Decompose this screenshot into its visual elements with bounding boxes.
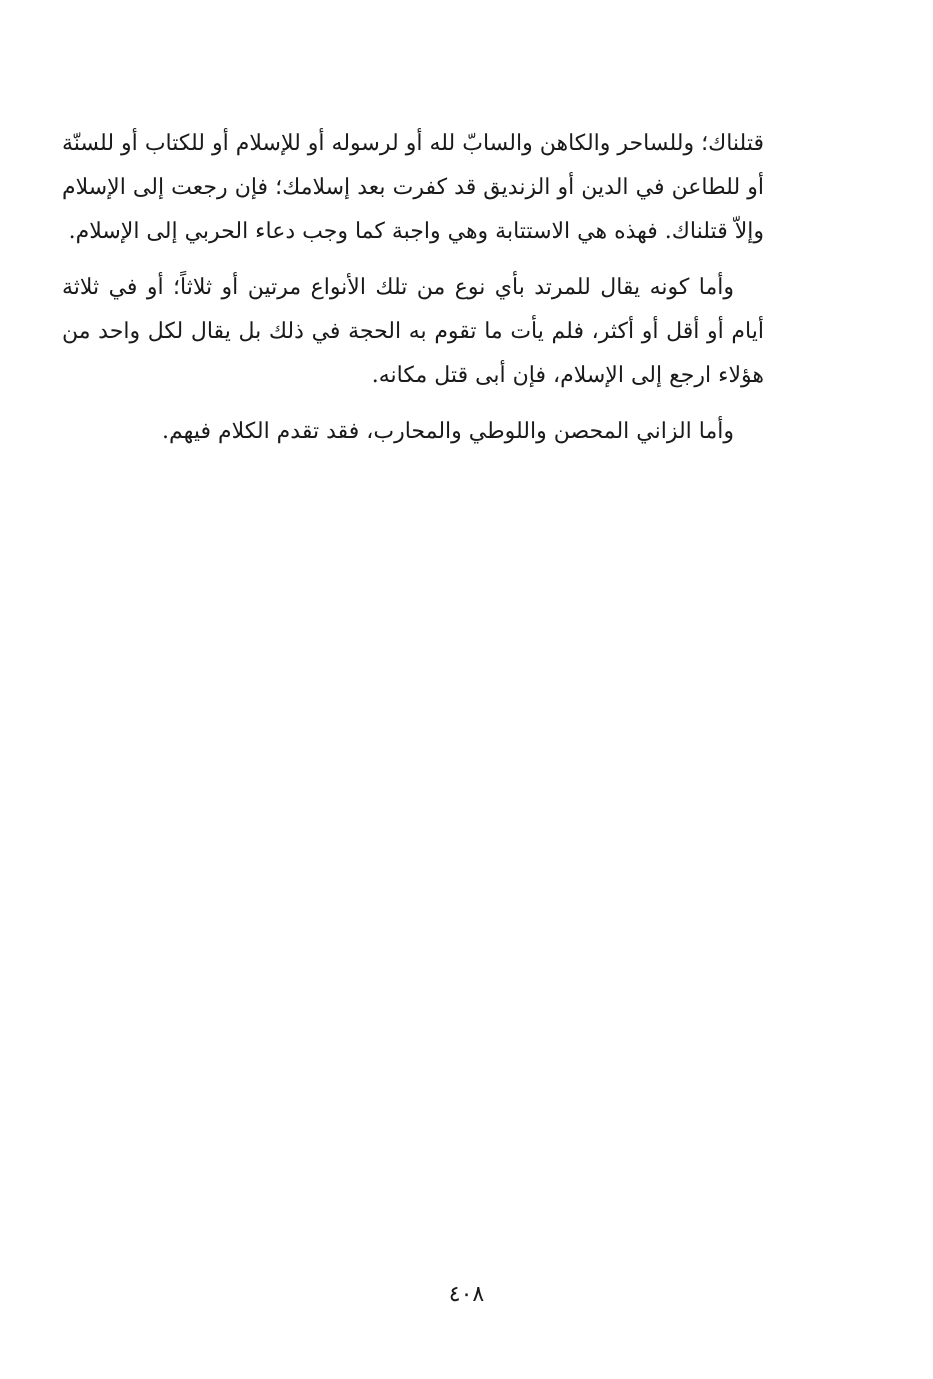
paragraph-1: قتلناك؛ وللساحر والكاهن والسابّ لله أو لرسوله أو للإسلام أو للكتاب أو للسنّة أو للطاعن في الدين أو الزنديق قد كفرت بعد إسلامك؛ فإن رجعت إلى الإسلام وإلاّ قتلناك. فهذه هي الاستتابة وهي واجبة كما وجب دعاء الحربي إلى الإسلام. [62,131,764,244]
paragraph-3: وأما الزاني المحصن واللوطي والمحارب، فقد تقدم الكلام فيهم. [162,419,734,444]
body-text [62,122,764,466]
page-number: ٤٠٨ [448,1282,485,1307]
paragraph-2: وأما كونه يقال للمرتد بأي نوع من تلك الأنواع مرتين أو ثلاثاً؛ أو في ثلاثة أيام أو أقل أو أكثر، فلم يأت ما تقوم به الحجة في ذلك بل يقال لكل واحد من هؤلاء ارجع إلى الإسلام، فإن أبى قتل مكانه. [62,275,764,388]
